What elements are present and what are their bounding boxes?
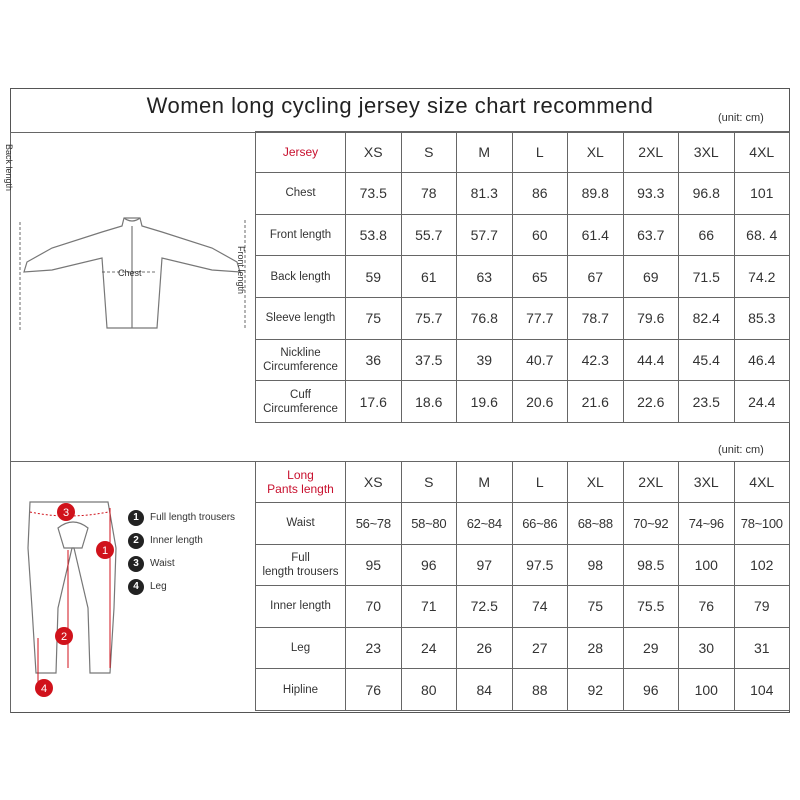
jersey-value-cell: 63: [457, 256, 513, 298]
jersey-value-cell: 78.7: [568, 298, 624, 340]
legend-text: Leg: [150, 581, 167, 592]
table-row: [256, 173, 790, 215]
pants-value-cell: 88: [512, 669, 568, 711]
jersey-row-label: Front length: [256, 214, 346, 256]
jersey-value-cell: 65: [512, 256, 568, 298]
jersey-value-cell: 63.7: [623, 214, 679, 256]
table-row: [256, 669, 790, 711]
pants-value-cell: 27: [512, 627, 568, 669]
pants-value-cell: 104: [734, 669, 790, 711]
pants-row-label: Leg: [256, 627, 346, 669]
pants-value-cell: 76: [679, 586, 735, 628]
jersey-value-cell: 85.3: [734, 298, 790, 340]
pants-size-header: 4XL: [734, 462, 790, 503]
jersey-row-label: Cuff Circumference: [256, 381, 346, 423]
jersey-value-cell: 67: [568, 256, 624, 298]
table-row: [256, 586, 790, 628]
jersey-row-label: Nickline Circumference: [256, 339, 346, 381]
pants-value-cell: 29: [623, 627, 679, 669]
jersey-size-header: M: [457, 132, 513, 173]
table-row: [256, 298, 790, 340]
legend-text: Full length trousers: [150, 512, 236, 523]
jersey-value-cell: 60: [512, 214, 568, 256]
pants-value-cell: 98: [568, 544, 624, 586]
table-row: [256, 544, 790, 586]
marker-4-icon: [35, 679, 53, 697]
legend-item: [128, 529, 235, 552]
pants-value-cell: 78~100: [734, 503, 790, 545]
jersey-value-cell: 86: [512, 173, 568, 215]
jersey-value-cell: 45.4: [679, 339, 735, 381]
jersey-value-cell: 101: [734, 173, 790, 215]
pants-value-cell: 76: [346, 669, 402, 711]
pants-row-label: Waist: [256, 503, 346, 545]
jersey-size-table: [255, 131, 790, 423]
jersey-value-cell: 77.7: [512, 298, 568, 340]
pants-value-cell: 95: [346, 544, 402, 586]
jersey-value-cell: 75.7: [401, 298, 457, 340]
pants-value-cell: 92: [568, 669, 624, 711]
pants-value-cell: 84: [457, 669, 513, 711]
table-row: [256, 381, 790, 423]
table-row: [256, 503, 790, 545]
pants-value-cell: 97.5: [512, 544, 568, 586]
jersey-row-label: Back length: [256, 256, 346, 298]
jersey-value-cell: 19.6: [457, 381, 513, 423]
legend-number-icon: 1: [128, 510, 144, 526]
legend-item: [128, 506, 235, 529]
jersey-value-cell: 18.6: [401, 381, 457, 423]
jersey-value-cell: 75: [346, 298, 402, 340]
jersey-size-header: XS: [346, 132, 402, 173]
back-length-label: Back length: [4, 144, 14, 192]
pants-value-cell: 79: [734, 586, 790, 628]
table-row: [256, 339, 790, 381]
pants-value-cell: 100: [679, 544, 735, 586]
jersey-value-cell: 20.6: [512, 381, 568, 423]
jersey-value-cell: 66: [679, 214, 735, 256]
jersey-value-cell: 79.6: [623, 298, 679, 340]
jersey-value-cell: 93.3: [623, 173, 679, 215]
pants-size-table: [255, 461, 790, 711]
pants-header-label: Long Pants length: [256, 462, 346, 503]
jersey-value-cell: 73.5: [346, 173, 402, 215]
jersey-size-header: L: [512, 132, 568, 173]
pants-value-cell: 74: [512, 586, 568, 628]
pants-unit-label: (unit: cm): [718, 444, 764, 456]
page-title: Women long cycling jersey size chart recommend: [146, 93, 654, 118]
jersey-value-cell: 89.8: [568, 173, 624, 215]
pants-value-cell: 74~96: [679, 503, 735, 545]
jersey-value-cell: 55.7: [401, 214, 457, 256]
legend-number-icon: 4: [128, 579, 144, 595]
pants-value-cell: 98.5: [623, 544, 679, 586]
left-edge: [10, 132, 11, 713]
legend-item: [128, 575, 235, 598]
pants-size-header: 2XL: [623, 462, 679, 503]
pants-row-label: Hipline: [256, 669, 346, 711]
pants-row-label: Full length trousers: [256, 544, 346, 586]
marker-1-icon: [96, 541, 114, 559]
jersey-value-cell: 21.6: [568, 381, 624, 423]
pants-value-cell: 96: [623, 669, 679, 711]
jersey-value-cell: 42.3: [568, 339, 624, 381]
legend-number-icon: 3: [128, 556, 144, 572]
svg-text:1: 1: [101, 545, 109, 557]
table-row: [256, 214, 790, 256]
jersey-value-cell: 82.4: [679, 298, 735, 340]
jersey-value-cell: 22.6: [623, 381, 679, 423]
svg-text:2: 2: [60, 631, 68, 643]
jersey-unit-label: (unit: cm): [718, 112, 764, 124]
pants-legend: [128, 506, 235, 598]
jersey-value-cell: 74.2: [734, 256, 790, 298]
chest-label: Chest: [118, 268, 142, 278]
jersey-value-cell: 71.5: [679, 256, 735, 298]
pants-value-cell: 102: [734, 544, 790, 586]
jersey-value-cell: 57.7: [457, 214, 513, 256]
pants-value-cell: 66~86: [512, 503, 568, 545]
jersey-value-cell: 44.4: [623, 339, 679, 381]
pants-size-header: XL: [568, 462, 624, 503]
jersey-value-cell: 59: [346, 256, 402, 298]
pants-size-header: XS: [346, 462, 402, 503]
pants-value-cell: 30: [679, 627, 735, 669]
jersey-value-cell: 78: [401, 173, 457, 215]
jersey-value-cell: 53.8: [346, 214, 402, 256]
pants-value-cell: 58~80: [401, 503, 457, 545]
svg-text:3: 3: [62, 507, 70, 519]
jersey-size-header: 2XL: [623, 132, 679, 173]
pants-value-cell: 70: [346, 586, 402, 628]
pants-value-cell: 23: [346, 627, 402, 669]
pants-value-cell: 70~92: [623, 503, 679, 545]
pants-value-cell: 28: [568, 627, 624, 669]
jersey-value-cell: 96.8: [679, 173, 735, 215]
pants-row-label: Inner length: [256, 586, 346, 628]
pants-value-cell: 24: [401, 627, 457, 669]
pants-size-header: S: [401, 462, 457, 503]
front-length-label: Front length: [236, 246, 246, 295]
jersey-value-cell: 61: [401, 256, 457, 298]
jersey-value-cell: 23.5: [679, 381, 735, 423]
pants-value-cell: 62~84: [457, 503, 513, 545]
jersey-header-label: Jersey: [256, 132, 346, 173]
legend-text: Inner length: [150, 535, 203, 546]
svg-text:4: 4: [40, 683, 48, 695]
jersey-value-cell: 76.8: [457, 298, 513, 340]
pants-value-cell: 72.5: [457, 586, 513, 628]
table-row: [256, 627, 790, 669]
pants-value-cell: 71: [401, 586, 457, 628]
jersey-value-cell: 69: [623, 256, 679, 298]
jersey-value-cell: 36: [346, 339, 402, 381]
pants-value-cell: 31: [734, 627, 790, 669]
pants-value-cell: 80: [401, 669, 457, 711]
pants-value-cell: 56~78: [346, 503, 402, 545]
jersey-value-cell: 17.6: [346, 381, 402, 423]
jersey-row-label: Chest: [256, 173, 346, 215]
pants-value-cell: 96: [401, 544, 457, 586]
jersey-row-label: Sleeve length: [256, 298, 346, 340]
pants-size-header: L: [512, 462, 568, 503]
legend-text: Waist: [150, 558, 175, 569]
pants-value-cell: 26: [457, 627, 513, 669]
pants-value-cell: 75: [568, 586, 624, 628]
pants-outline-icon: [28, 502, 116, 673]
pants-value-cell: 100: [679, 669, 735, 711]
legend-number-icon: 2: [128, 533, 144, 549]
jersey-size-header: 3XL: [679, 132, 735, 173]
jersey-value-cell: 68. 4: [734, 214, 790, 256]
jersey-size-header: S: [401, 132, 457, 173]
marker-2-icon: [55, 627, 73, 645]
jersey-illustration: [4, 144, 252, 340]
marker-3-icon: [57, 503, 75, 521]
jersey-value-cell: 39: [457, 339, 513, 381]
pants-value-cell: 97: [457, 544, 513, 586]
pants-size-header: M: [457, 462, 513, 503]
jersey-size-header: 4XL: [734, 132, 790, 173]
pants-size-header: 3XL: [679, 462, 735, 503]
pants-illustration: [18, 488, 128, 703]
table-row: [256, 256, 790, 298]
jersey-value-cell: 37.5: [401, 339, 457, 381]
pants-value-cell: 75.5: [623, 586, 679, 628]
jersey-value-cell: 24.4: [734, 381, 790, 423]
pants-value-cell: 68~88: [568, 503, 624, 545]
jersey-size-header: XL: [568, 132, 624, 173]
legend-item: [128, 552, 235, 575]
jersey-value-cell: 40.7: [512, 339, 568, 381]
jersey-value-cell: 46.4: [734, 339, 790, 381]
jersey-value-cell: 81.3: [457, 173, 513, 215]
jersey-value-cell: 61.4: [568, 214, 624, 256]
